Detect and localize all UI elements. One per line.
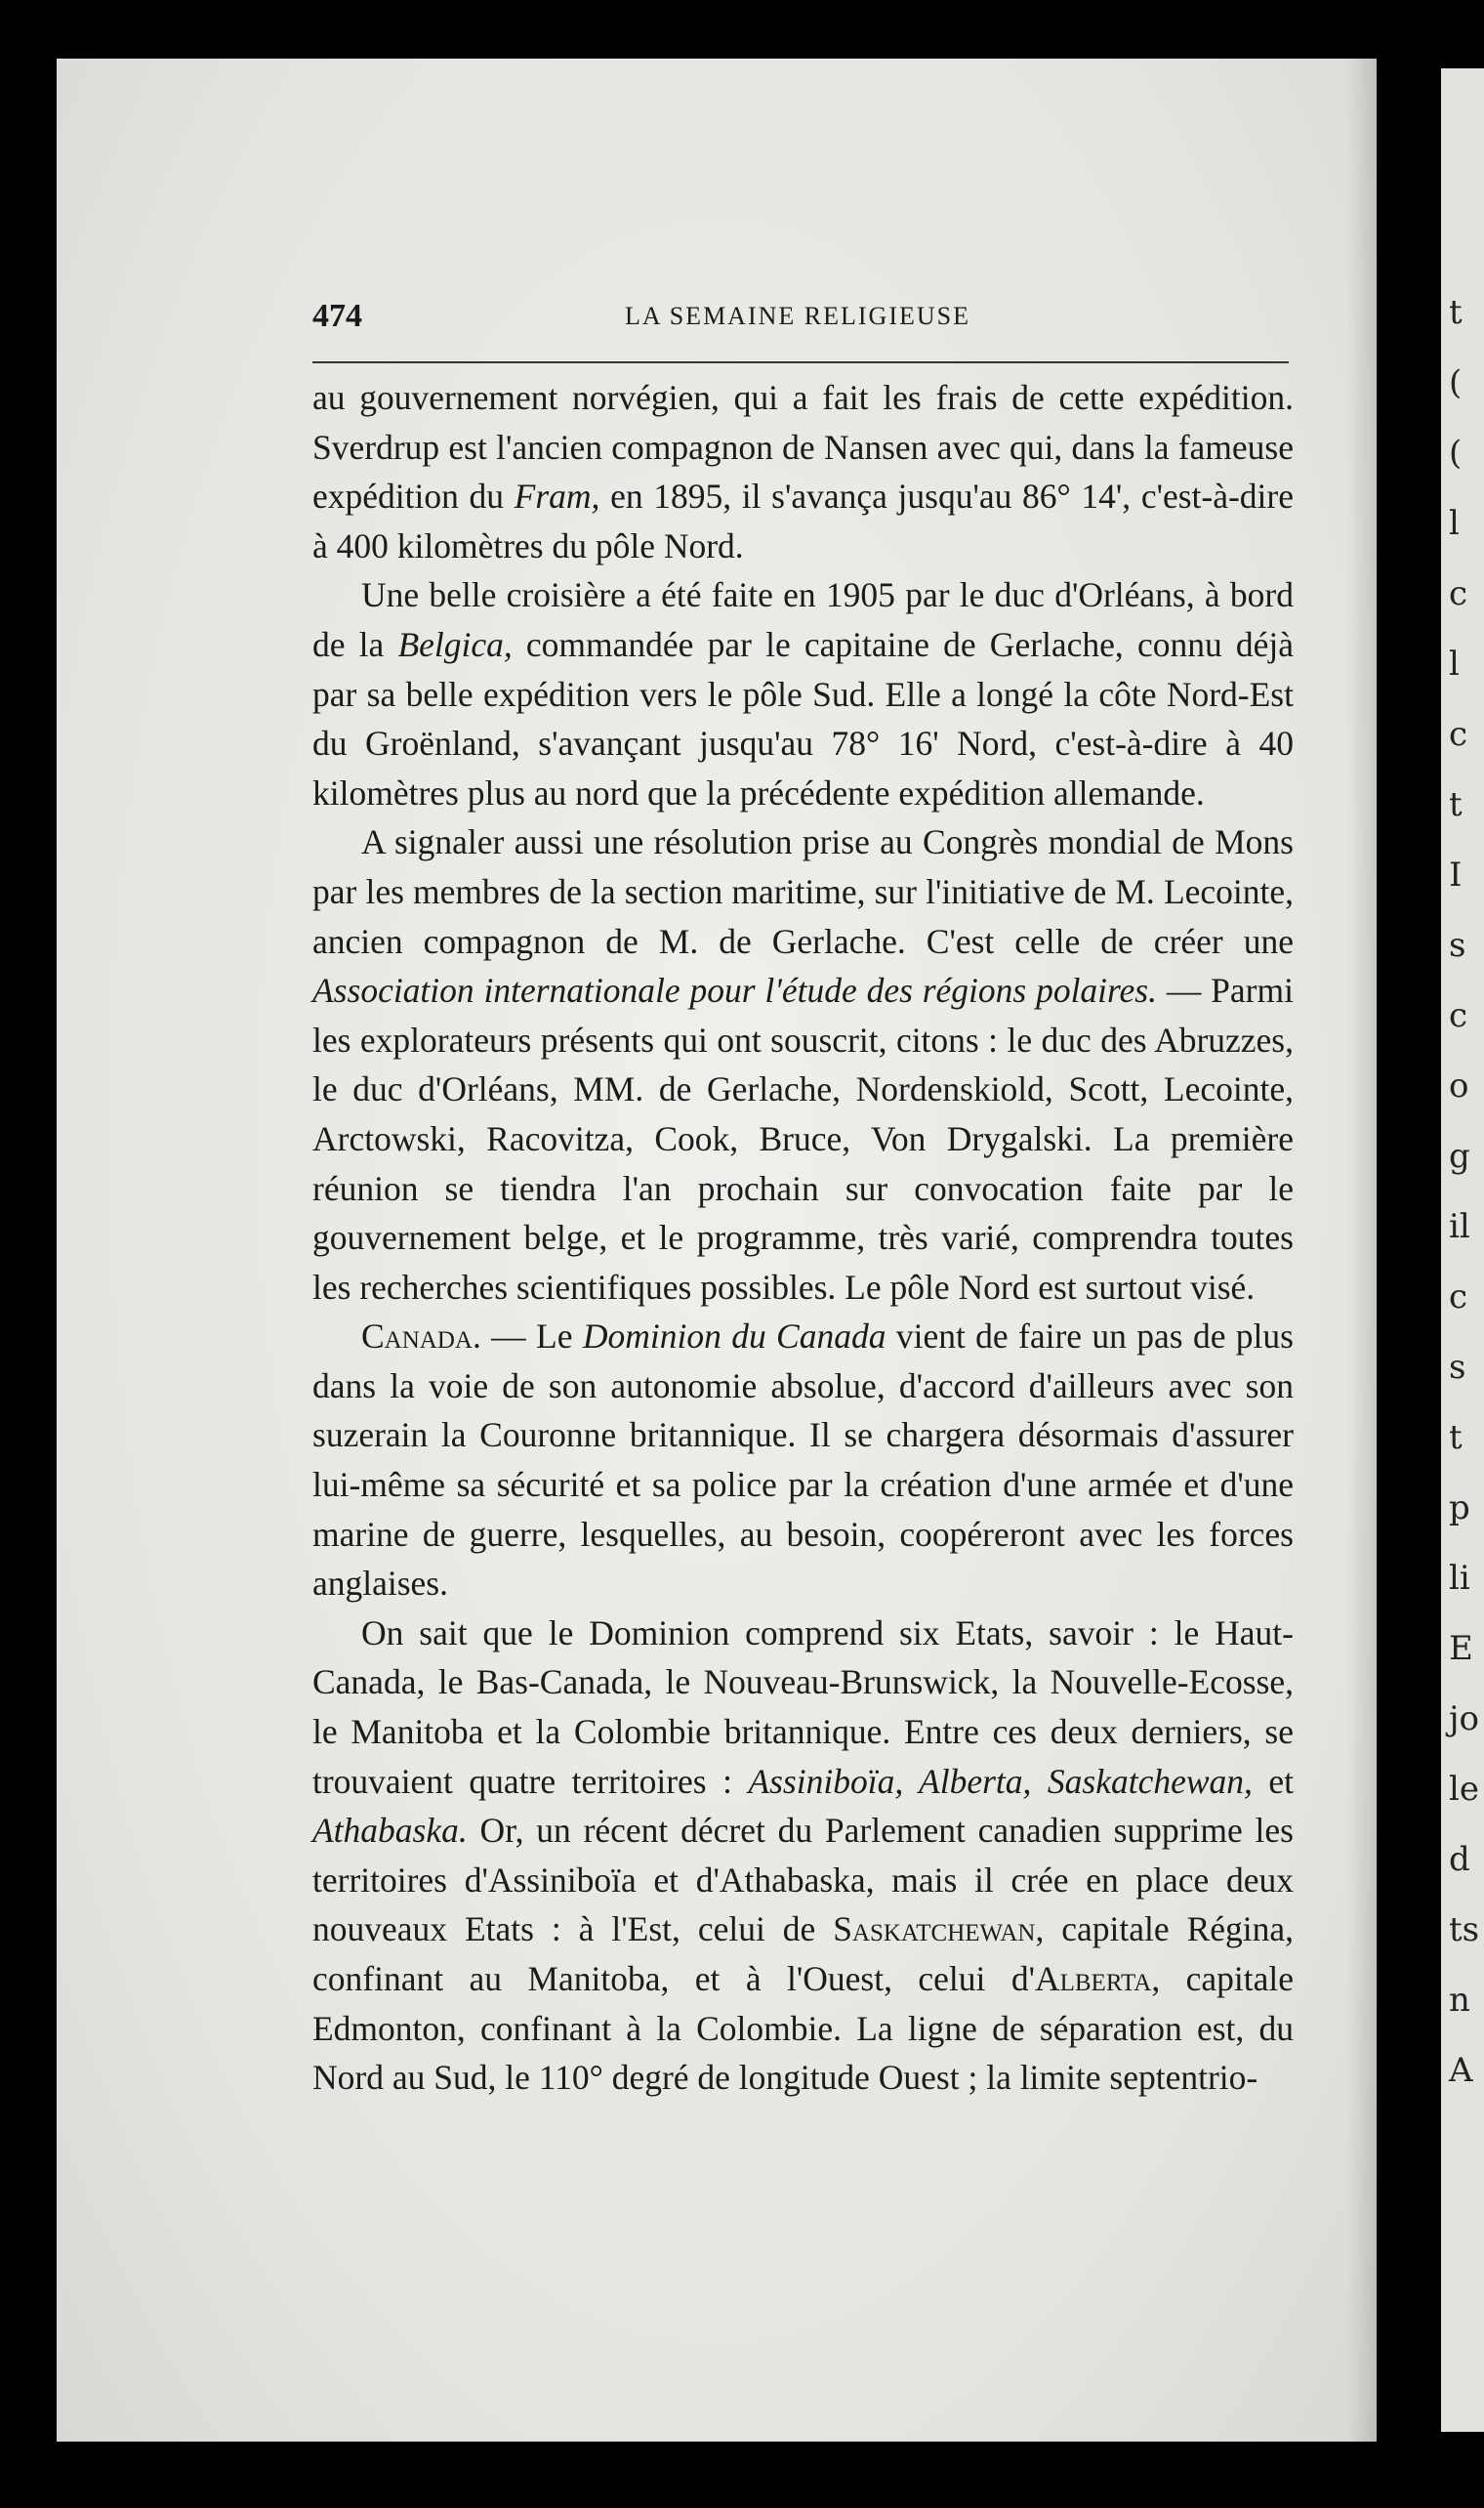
fragment-glyph: t	[1449, 293, 1463, 332]
fragment-glyph: I	[1449, 856, 1463, 895]
page-header	[312, 298, 1328, 347]
spine-shadow	[1347, 59, 1406, 2442]
fragment-glyph: ts	[1449, 1910, 1480, 1949]
paragraph-2: Une belle croisière a été faite en 1905 par le duc d'Orléans, à bord de la Belgica, commandée par le capitaine de Gerlache, connu déjà par sa belle expédition vers le pôle Sud. Elle a longé la côte Nord-Est du Groënland, s'avançant jusqu'au 78° 16' Nord, c'est-à-dire à 40 kilomètres plus au nord que la précédente expédition allemande.	[312, 575, 1294, 813]
header-rule	[312, 361, 1289, 363]
body-text	[312, 373, 1294, 2103]
fragment-glyph: p	[1449, 1488, 1470, 1527]
fragment-glyph: (	[1449, 363, 1463, 402]
fragment-glyph: A	[1449, 2051, 1473, 2090]
paragraph-5: On sait que le Dominion comprend six Etats, savoir : le Haut-Canada, le Bas-Canada, le Nouveau-Brunswick, la Nouvelle-Ecosse, le Manitoba et la Colombie britannique. Entre ces deux derniers, se trouvaient quatre territoires : Assiniboïa, Alberta, Saskatchewan, et Athabaska. Or, un récent décret du Parlement canadien supprime les territoires d'Assiniboïa et d'Athabaska, mais il crée en place deux nouveaux Etats : à l'Est, celui de Saskatchewan, capitale Régina, confinant au Manitoba, et à l'Ouest, celui d'Alberta, capitale Edmonton, confinant à la Colombie. La ligne de séparation est, du Nord au Sud, le 110° degré de longitude Ouest ; la limite septentrio-	[312, 1612, 1295, 2098]
fragment-glyph: E	[1449, 1629, 1473, 1668]
fragment-glyph: t	[1449, 785, 1463, 824]
fragment-glyph: c	[1449, 1277, 1468, 1317]
fragment-glyph: l	[1449, 504, 1460, 543]
fragment-glyph: d	[1449, 1840, 1470, 1879]
fragment-glyph: il	[1449, 1207, 1470, 1246]
paragraph-3: A signaler aussi une résolution prise au Congrès mondial de Mons par les membres de la section maritime, sur l'initiative de M. Lecointe, ancien compagnon de M. de Gerlache. C'est celle de créer une Association internationale pour l'étude des régions polaires. — Parmi les explorateurs présents qui ont souscrit, citons : le duc des Abruzzes, le duc d'Orléans, MM. de Gerlache, Nordenskiold, Scott, Lecointe, Arctowski, Racovitza, Cook, Bruce, Von Drygalski. La première réunion se tiendra l'an prochain sur convocation faite par le gouvernement belge, et le programme, très varié, comprendra toutes les recherches scientifiques possibles. Le pôle Nord est surtout visé.	[312, 822, 1294, 1307]
fragment-glyph: li	[1449, 1559, 1470, 1598]
fragment-glyph: s	[1449, 1348, 1466, 1387]
page-number: 474	[312, 298, 362, 334]
fragment-glyph: le	[1449, 1770, 1479, 1809]
fragment-glyph: s	[1449, 926, 1466, 965]
fragment-glyph: t	[1449, 1418, 1463, 1457]
fragment-glyph: jo	[1449, 1699, 1480, 1738]
running-head: LA SEMAINE RELIGIEUSE	[625, 302, 970, 330]
paragraph-1: au gouvernement norvégien, qui a fait les frais de cette expédition. Sverdrup est l'ancien compagnon de Nansen avec qui, dans la fameuse expédition du Fram, en 1895, il s'avança jusqu'au 86° 14', c'est-à-dire à 400 kilomètres du pôle Nord.	[312, 378, 1294, 565]
fragment-glyph: c	[1449, 715, 1468, 754]
fragment-glyph: n	[1449, 1981, 1470, 2020]
fragment-glyph: c	[1449, 574, 1468, 613]
fragment-glyph: (	[1449, 434, 1463, 473]
fragment-glyph: c	[1449, 996, 1468, 1035]
fragment-glyph: o	[1449, 1066, 1469, 1106]
fragment-glyph: g	[1449, 1137, 1470, 1176]
paragraph-4: Canada. — Le Dominion du Canada vient de faire un pas de plus dans la voie de son autonomie absolue, d'accord d'ailleurs avec son suzerain la Couronne britannique. Il se chargera désormais d'assurer lui-même sa sécurité et sa police par la création d'une armée et d'une marine de guerre, lesquelles, au besoin, coopéreront avec les forces anglaises.	[312, 1317, 1294, 1604]
fragment-glyph: l	[1449, 645, 1460, 684]
